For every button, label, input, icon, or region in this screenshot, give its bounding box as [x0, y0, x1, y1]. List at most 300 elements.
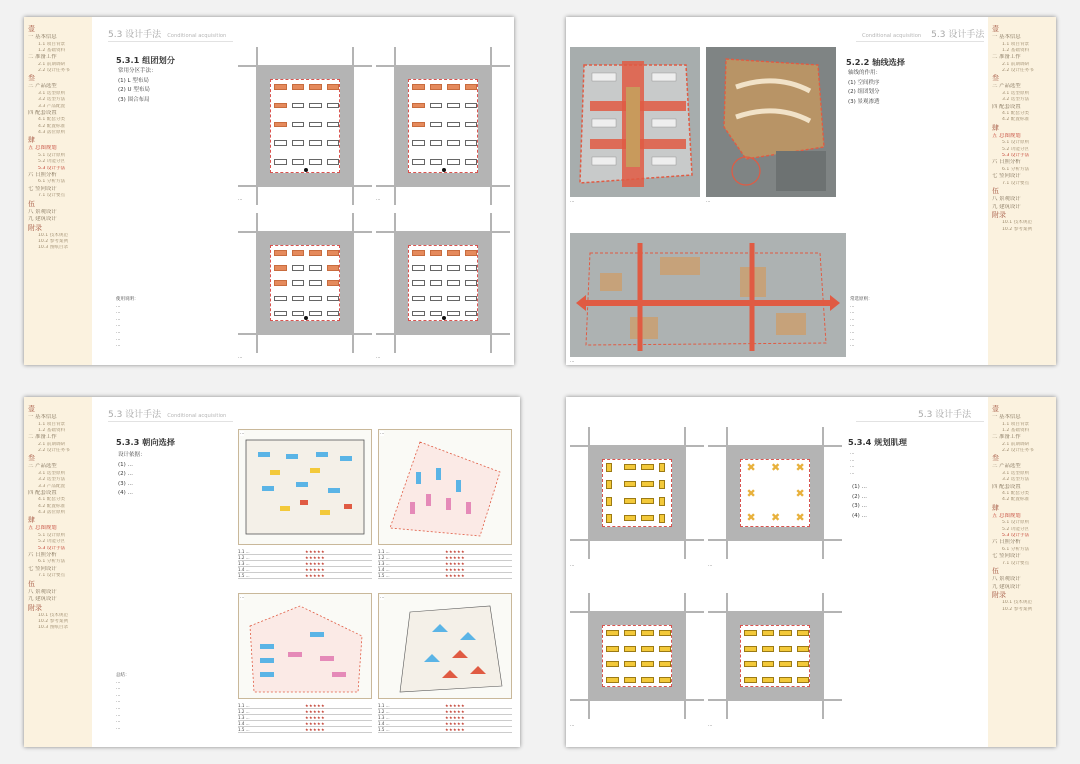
building: [327, 84, 340, 90]
city-block: [708, 593, 726, 611]
toc-item: 1.2 基础资料: [38, 47, 66, 53]
city-block: [686, 593, 704, 611]
intro-line: …: [850, 451, 855, 456]
note-line: …: [116, 712, 121, 718]
city-block: [686, 701, 704, 719]
toc-item: 5.1 设计原则: [38, 152, 66, 158]
building: [465, 265, 478, 271]
building: [447, 140, 460, 146]
toc-item: 五 总图规划: [992, 132, 1021, 139]
city-block: [354, 233, 372, 333]
toc-item: 2.2 设计任务书: [1002, 448, 1034, 454]
cross-building: ✖: [746, 487, 756, 500]
rating-stars: ★★★★★: [445, 715, 465, 720]
city-block: [686, 541, 704, 559]
toc-item: 4.1 配套分类: [1002, 491, 1030, 497]
toc-item: 5.3 设计手法: [38, 165, 66, 171]
city-block: [708, 541, 726, 559]
city-block: [824, 613, 842, 699]
building: [274, 84, 287, 90]
toc-item: 肆: [992, 123, 999, 132]
item-list: [852, 483, 867, 521]
building: [779, 677, 792, 683]
city-block: [492, 233, 510, 333]
site-boundary: [740, 625, 810, 687]
toc-item: 壹: [28, 405, 35, 413]
section-title: 5.3.1 组团划分: [116, 55, 175, 65]
section-intro: [118, 67, 157, 105]
building: [309, 140, 322, 146]
city-block: [354, 67, 372, 185]
toc-item: 7.1 设计要点: [1002, 180, 1030, 186]
building: [430, 122, 443, 128]
toc-sidebar: [988, 17, 1056, 365]
axis-aerial-photo: [570, 47, 700, 197]
list-item: (2) …: [852, 493, 868, 500]
site-boundary: [270, 79, 340, 173]
toc-item: 4.1 配套分类: [38, 117, 66, 123]
cross-building: ✖: [795, 487, 805, 500]
city-block: [492, 187, 510, 205]
building: [327, 159, 340, 165]
note-line: …: [116, 719, 121, 725]
building: [309, 280, 322, 286]
building: [465, 280, 478, 286]
building: [274, 280, 287, 286]
note-line: …: [116, 686, 121, 692]
toc-item: 四 配套设置: [28, 109, 57, 116]
building: [641, 464, 654, 470]
site-boundary: [602, 625, 672, 687]
building: [412, 311, 425, 317]
rating-stars: ★★★★★: [445, 721, 465, 726]
city-block: [824, 541, 842, 559]
toc-item: 1.2 基础资料: [38, 427, 66, 433]
photo-caption: …: [570, 199, 575, 204]
toc-item: 叁: [992, 454, 999, 463]
city-block: [354, 47, 372, 65]
toc-sidebar: [988, 397, 1056, 747]
building: [309, 265, 322, 271]
page-header: [862, 27, 984, 40]
rating-stars: ★★★★★: [445, 727, 465, 732]
city-block: [686, 613, 704, 699]
toc-item: 1.2 基础资料: [1002, 47, 1030, 53]
building: [797, 630, 810, 636]
header-title: 5.3 设计手法: [108, 410, 162, 420]
city-block: [708, 447, 726, 539]
rating-stars: ★★★★★: [305, 555, 325, 560]
note-line: …: [116, 323, 121, 329]
building: [274, 311, 287, 317]
note-line: …: [850, 329, 855, 335]
toc-item: 5.1 设计原则: [1002, 520, 1030, 526]
building: [274, 265, 287, 271]
rating-stars: ★★★★★: [445, 561, 465, 566]
toc-item: 六 日照分析: [992, 159, 1021, 166]
site-boundary: [740, 459, 810, 527]
building: [659, 646, 672, 652]
aerial-plan-svg: [706, 47, 836, 197]
toc-item: 10.1 技术规范: [1002, 600, 1033, 606]
toc-item: 一 基本信息: [28, 34, 57, 40]
site-plan-tile: [378, 593, 512, 699]
header-rule: [108, 421, 233, 422]
toc-item: 二 准备工作: [28, 434, 57, 441]
city-block: [590, 541, 684, 559]
diagram-caption: …: [708, 723, 713, 728]
rating-label: 1.1 …: [238, 703, 250, 708]
toc-item: 1.1 项目背景: [38, 421, 66, 427]
building: [447, 280, 460, 286]
rating-label: 1.5 …: [378, 573, 390, 578]
section-intro: [848, 69, 881, 107]
rating-label: 1.2 …: [238, 555, 250, 560]
building: [797, 646, 810, 652]
building: [309, 296, 322, 302]
building: [292, 140, 305, 146]
toc-item: 5.2 功能分区: [1002, 146, 1030, 152]
axis-aerial-photo: [706, 47, 836, 197]
toc-item: 六 日照分析: [992, 539, 1021, 546]
note-line: …: [116, 316, 121, 322]
building: [274, 140, 287, 146]
diagram-caption: …: [570, 563, 575, 568]
plan-label: …: [240, 431, 245, 436]
building: [292, 296, 305, 302]
diagram-caption: …: [238, 197, 243, 202]
diagram-caption: …: [376, 355, 381, 360]
rating-row: [378, 573, 512, 579]
toc-item: 二 准备工作: [28, 54, 57, 61]
section-title: 5.3.4 规划肌理: [848, 437, 907, 447]
toc-item: 伍: [992, 567, 999, 576]
building: [309, 250, 322, 256]
toc-item: 4.2 配置标准: [38, 503, 66, 509]
toc-item: 1.1 项目背景: [1002, 41, 1030, 47]
building: [412, 265, 425, 271]
toc-item: 叁: [992, 74, 999, 83]
building: [412, 159, 425, 165]
rating-table: [238, 549, 372, 579]
toc-item: 5.3 设计手法: [38, 545, 66, 551]
list-item: (3) 景观渗透: [848, 98, 880, 105]
toc-item: 1.1 项目背景: [1002, 421, 1030, 427]
toc-item: 7.1 设计要点: [38, 573, 66, 579]
notes-title: 使用说明：: [116, 297, 139, 302]
toc-item: 八 景观设计: [992, 576, 1021, 583]
building: [430, 296, 443, 302]
page-5-2-2: [566, 17, 1056, 365]
rating-label: 1.3 …: [378, 715, 390, 720]
toc-item: 附录: [992, 211, 1006, 220]
city-block: [376, 335, 394, 353]
building: [465, 122, 478, 128]
building: [274, 103, 287, 109]
note-line: …: [116, 699, 121, 705]
toc-item: 壹: [992, 25, 999, 33]
toc-item: 三 产品选型: [28, 83, 57, 90]
rating-stars: ★★★★★: [305, 549, 325, 554]
rating-stars: ★★★★★: [445, 567, 465, 572]
rating-stars: ★★★★★: [305, 703, 325, 708]
city-block: [492, 67, 510, 185]
toc-item: 肆: [28, 516, 35, 525]
building: [327, 250, 340, 256]
texture-diagram: [708, 593, 842, 719]
list-item: (3) 围合布局: [118, 96, 150, 103]
toc-item: 5.3 设计手法: [1002, 532, 1030, 538]
toc-item: 1.1 项目背景: [38, 41, 66, 47]
intro-line: …: [850, 464, 855, 470]
city-block: [686, 427, 704, 445]
building: [762, 661, 775, 667]
intro-text: 设计依据：: [118, 452, 146, 458]
building: [292, 159, 305, 165]
header-subtitle: Conditional acquisition: [167, 413, 227, 419]
building: [309, 122, 322, 128]
toc-item: 九 建筑设计: [28, 216, 57, 223]
note-line: …: [850, 343, 855, 349]
rating-table: [378, 703, 512, 733]
entrance-marker: [442, 168, 446, 172]
building: [659, 661, 672, 667]
site-plan-tile: [378, 429, 512, 545]
site-boundary: [408, 245, 478, 321]
toc-item: 附录: [28, 223, 42, 232]
rating-table: [238, 703, 372, 733]
building: [430, 159, 443, 165]
toc-item: 10.1 技术规范: [1002, 220, 1033, 226]
city-block: [238, 47, 256, 65]
building: [465, 250, 478, 256]
rating-stars: ★★★★★: [445, 709, 465, 714]
city-block: [376, 213, 394, 231]
building: [624, 677, 637, 683]
entrance-marker: [442, 316, 446, 320]
rating-label: 1.1 …: [378, 703, 390, 708]
building: [465, 311, 478, 317]
toc-item: 八 景观设计: [28, 588, 57, 595]
toc-item: 三 产品选型: [28, 463, 57, 470]
building: [624, 630, 637, 636]
photo-caption: …: [706, 199, 711, 204]
photo-caption: …: [570, 359, 575, 364]
city-block: [824, 427, 842, 445]
header-title: 5.3 设计手法: [931, 30, 985, 40]
header-rule: [856, 421, 984, 422]
header-title: 5.3 设计手法: [108, 30, 162, 40]
building: [659, 463, 665, 472]
toc-item: 3.1 选型原则: [38, 470, 66, 476]
note-line: …: [116, 725, 121, 731]
toc-item: 七 竖向设计: [992, 173, 1021, 180]
toc-item: 3.2 选型方法: [38, 97, 66, 103]
building: [309, 159, 322, 165]
city-block: [258, 47, 352, 65]
city-block: [376, 187, 394, 205]
building: [641, 661, 654, 667]
toc-item: 叁: [28, 74, 35, 83]
toc-item: 伍: [28, 579, 35, 588]
building: [641, 515, 654, 521]
building: [762, 630, 775, 636]
page-header: [108, 27, 226, 40]
note-line: …: [116, 705, 121, 711]
rating-stars: ★★★★★: [305, 727, 325, 732]
site-plan-svg: [380, 596, 510, 696]
toc-item: 3.1 选型原则: [38, 90, 66, 96]
building: [641, 677, 654, 683]
rating-stars: ★★★★★: [305, 709, 325, 714]
building: [641, 481, 654, 487]
list-item: (2) U 型布局: [118, 87, 150, 93]
rating-label: 1.1 …: [238, 549, 250, 554]
toc-item: 四 配套设置: [28, 489, 57, 496]
aerial-plan-svg: [570, 233, 846, 357]
city-block: [396, 335, 490, 353]
building: [309, 103, 322, 109]
rating-label: 1.5 …: [378, 727, 390, 732]
toc-item: 2.2 设计任务书: [38, 448, 70, 454]
city-block: [354, 187, 372, 205]
building: [465, 103, 478, 109]
note-line: …: [116, 336, 121, 342]
building: [447, 122, 460, 128]
toc-item: 一 基本信息: [28, 414, 57, 420]
building: [274, 122, 287, 128]
city-block: [590, 427, 684, 445]
page-5-3-3: [24, 397, 520, 747]
building: [762, 646, 775, 652]
city-block: [376, 233, 394, 333]
toc-item: 6.1 分析方法: [38, 179, 66, 185]
toc-item: 七 竖向设计: [28, 565, 57, 572]
rating-label: 1.4 …: [378, 721, 390, 726]
building: [327, 140, 340, 146]
toc-item: 四 配套设置: [992, 103, 1021, 110]
building: [624, 481, 637, 487]
building: [641, 630, 654, 636]
building: [659, 497, 665, 506]
toc-item: 4.2 配置标准: [38, 123, 66, 129]
toc-item: 10.3 图纸目录: [38, 245, 69, 251]
note-line: …: [850, 310, 855, 316]
toc-item: 3.2 选型方法: [38, 477, 66, 483]
page-header: [918, 407, 971, 420]
building: [797, 661, 810, 667]
site-boundary: [270, 245, 340, 321]
note-line: …: [850, 323, 855, 329]
rating-row: [378, 727, 512, 733]
building: [274, 296, 287, 302]
building: [430, 250, 443, 256]
rating-stars: ★★★★★: [305, 561, 325, 566]
city-block: [238, 233, 256, 333]
header-subtitle: Conditional acquisition: [862, 33, 922, 39]
building: [606, 480, 612, 489]
site-boundary: [408, 79, 478, 173]
building: [465, 296, 478, 302]
toc-item: 5.2 功能分区: [1002, 526, 1030, 532]
city-block: [570, 447, 588, 539]
rating-row: [238, 727, 372, 733]
section-intro: [850, 451, 855, 477]
list-item: (1) L 型布局: [118, 77, 149, 84]
page-header: [108, 407, 226, 420]
building: [430, 103, 443, 109]
toc-item: 2.2 设计任务书: [1002, 68, 1034, 74]
plan-label: …: [380, 431, 385, 436]
city-block: [492, 335, 510, 353]
building: [430, 140, 443, 146]
toc-item: 九 建筑设计: [28, 596, 57, 603]
texture-diagram: [570, 593, 704, 719]
rating-stars: ★★★★★: [445, 703, 465, 708]
rating-stars: ★★★★★: [305, 573, 325, 578]
city-block: [570, 701, 588, 719]
list-item: (3) …: [852, 503, 868, 509]
building: [274, 250, 287, 256]
building: [744, 677, 757, 683]
building: [606, 514, 612, 523]
rating-label: 1.4 …: [378, 567, 390, 572]
layout-diagram: [376, 47, 510, 205]
rating-label: 1.1 …: [378, 549, 390, 554]
toc-sidebar: [24, 397, 92, 747]
city-block: [354, 335, 372, 353]
building: [412, 140, 425, 146]
city-block: [824, 593, 842, 611]
diagram-caption: …: [570, 723, 575, 728]
rating-label: 1.5 …: [238, 727, 250, 732]
toc-item: 5.3 设计手法: [1002, 152, 1030, 158]
city-block: [492, 47, 510, 65]
building: [327, 103, 340, 109]
toc-item: 3.1 选型原则: [1002, 90, 1030, 96]
layout-diagram: [376, 213, 510, 353]
toc-item: 10.1 技术规范: [38, 232, 69, 238]
toc-item: 附录: [992, 591, 1006, 600]
subtitle-text: …: [850, 470, 855, 476]
building: [624, 515, 637, 521]
toc-item: 5.1 设计原则: [1002, 140, 1030, 146]
toc-item: 10.2 参考案例: [38, 619, 69, 625]
building: [292, 311, 305, 317]
toc-item: 六 日照分析: [28, 171, 57, 178]
city-block: [708, 701, 726, 719]
building: [744, 630, 757, 636]
header-subtitle: Conditional acquisition: [167, 33, 227, 39]
list-item: (1) …: [852, 484, 868, 490]
layout-diagram: [238, 47, 372, 205]
toc-item: 7.1 设计要点: [38, 193, 66, 199]
aerial-plan-svg: [570, 47, 700, 197]
header-rule: [856, 41, 984, 42]
building: [744, 646, 757, 652]
building: [779, 661, 792, 667]
building: [606, 661, 619, 667]
list-item: (1) …: [118, 461, 134, 468]
header-title: 5.3 设计手法: [918, 410, 972, 420]
city-block: [376, 47, 394, 65]
toc-item: 7.1 设计要点: [1002, 560, 1030, 566]
city-block: [590, 701, 684, 719]
city-block: [570, 541, 588, 559]
building: [624, 464, 637, 470]
toc-item: 肆: [28, 136, 35, 145]
diagram-caption: …: [708, 563, 713, 568]
